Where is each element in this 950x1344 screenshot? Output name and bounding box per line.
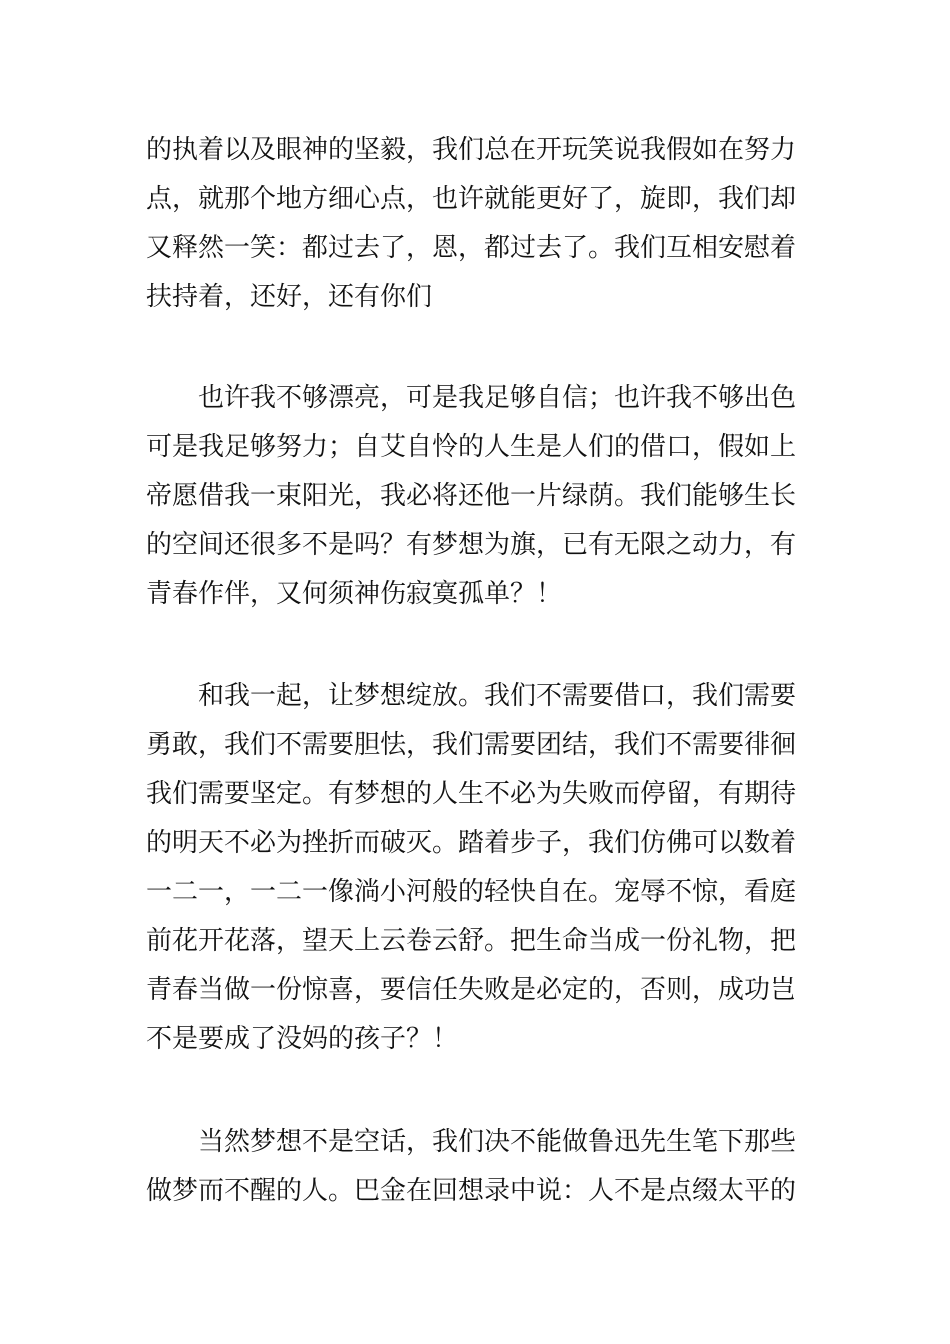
text-line: 和我一起，让梦想绽放。我们不需要借口，我们需要 [198, 681, 797, 711]
text-line: 又释然一笑：都过去了，恩，都过去了。我们互相安慰着 [146, 233, 797, 263]
text-line: 帝愿借我一束阳光，我必将还他一片绿荫。我们能够生长 [146, 481, 797, 511]
text-line: 做梦而不醒的人。巴金在回想录中说：人不是点缀太平的 [146, 1176, 797, 1206]
text-line: 一二一，一二一像淌小河般的轻快自在。宠辱不惊，看庭 [146, 877, 797, 907]
text-line: 青春当做一份惊喜，要信任失败是必定的，否则，成功岂 [146, 975, 797, 1005]
paragraph-4 [146, 1118, 806, 1216]
paragraph-1 [146, 126, 806, 322]
text-line: 青春作伴，又何须神伤寂寞孤单？！ [146, 579, 563, 609]
text-line: 可是我足够努力；自艾自怜的人生是人们的借口，假如上 [146, 432, 797, 462]
text-line: 的执着以及眼神的坚毅，我们总在开玩笑说我假如在努力 [146, 135, 797, 165]
text-line: 也许我不够漂亮，可是我足够自信；也许我不够出色 [198, 383, 797, 413]
paragraph-2 [146, 374, 806, 619]
text-line: 勇敢，我们不需要胆怯，我们需要团结，我们不需要徘徊 [146, 730, 797, 760]
text-line: 不是要成了没妈的孩子？！ [146, 1024, 459, 1054]
text-line: 点，就那个地方细心点，也许就能更好了，旋即，我们却 [146, 184, 797, 214]
text-line: 当然梦想不是空话，我们决不能做鲁迅先生笔下那些 [198, 1127, 797, 1157]
text-line: 的明天不必为挫折而破灭。踏着步子，我们仿佛可以数着 [146, 828, 797, 858]
text-line: 前花开花落，望天上云卷云舒。把生命当成一份礼物，把 [146, 926, 797, 956]
text-line: 扶持着，还好，还有你们 [146, 282, 433, 312]
paragraph-3 [146, 672, 806, 1064]
text-line: 的空间还很多不是吗？有梦想为旗，已有无限之动力，有 [146, 530, 797, 560]
text-line: 我们需要坚定。有梦想的人生不必为失败而停留，有期待 [146, 779, 797, 809]
